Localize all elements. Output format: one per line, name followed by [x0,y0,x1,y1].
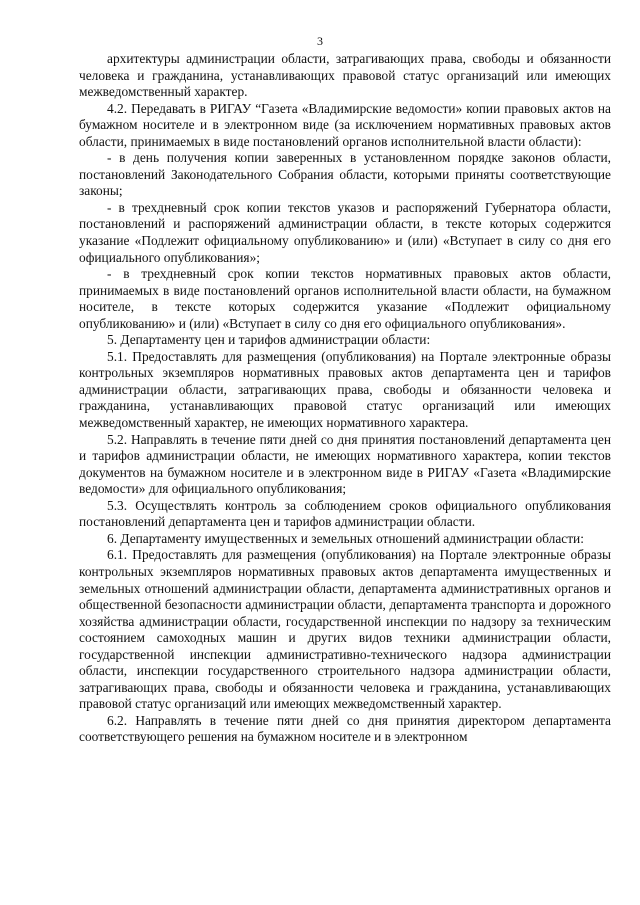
list-item-normative-acts: - в трехдневный срок копии текстов нормативных правовых актов области, принимаемых в виде постановлений органов исполнительной власти области, на бумажном носителе, в тексте которых содержится указание «Подлежит официальному опубликованию» и (или) «Вступает в силу со дня его официального опубликования». [79,266,611,331]
list-item-laws: - в день получения копии заверенных в установленном порядке законов области, постановлений Законодательного Собрания области, которыми приняты соответствующие законы; [79,150,611,199]
paragraph-6: 6. Департаменту имущественных и земельных отношений администрации области: [107,530,584,546]
paragraph-5-3: 5.3. Осуществлять контроль за соблюдением сроков официального опубликования постановлений департамента цен и тарифов администрации области. [79,497,611,530]
paragraph-architecture-continuation: архитектуры администрации области, затрагивающих права, свободы и обязанности человека и гражданина, устанавливающих правовой статус организаций или имеющих межведомственный характер. [79,51,611,100]
paragraph-4-2: 4.2. Передавать в РИГАУ “Газета «Владимирские ведомости» копии правовых актов на бумажном носителе и в электронном виде (за исключением нормативных правовых актов области, принимаемых в виде постановлений органов исполнительной власти области): [79,100,611,149]
page-number: 3 [317,34,323,48]
paragraph-5-1: 5.1. Предоставлять для размещения (опубликования) на Портале электронные образы контрольных экземпляров нормативных правовых актов департамента цен и тарифов администрации области, затрагивающих права, свободы и обязанности человека и гражданина, устанавливающих правовой статус организаций или имеющих межведомственный характер, не имеющих нормативного характера. [79,348,611,431]
paragraph-6-2: 6.2. Направлять в течение пяти дней со дня принятия директором департамента соответствующего решения на бумажном носителе и в электронном [79,712,611,745]
list-item-decrees: - в трехдневный срок копии текстов указов и распоряжений Губернатора области, постановлений и распоряжений администрации области, в тексте которых содержится указание «Подлежит официальному опубликованию» и (или) «Вступает в силу со дня его официального опубликования»; [79,199,611,265]
paragraph-5-2: 5.2. Направлять в течение пяти дней со дня принятия постановлений департамента цен и тарифов администрации области, не имеющих нормативного характера, копии текстов документов на бумажном носителе и в электронном виде в РИГАУ «Газета «Владимирские ведомости» для официального опубликования; [79,431,611,497]
document-body [79,51,611,746]
paragraph-5: 5. Департаменту цен и тарифов администрации области: [107,332,431,348]
paragraph-6-1: 6.1. Предоставлять для размещения (опубликования) на Портале электронные образы контрольных экземпляров нормативных правовых актов департамента имущественных и земельных отношений администрации области, департамента административных органов и общественной безопасности администрации области, департамента транспорта и дорожного хозяйства администрации области, государственной инспекции по надзору за техническим состоянием самоходных машин и других видов техники администрации области, государственной инспекции административно-технического надзора администрации области, инспекции государственного строительного надзора администрации области, затрагивающих права, свободы и обязанности человека и гражданина, устанавливающих правовой статус организаций или имеющих межведомственный характер. [79,547,611,712]
